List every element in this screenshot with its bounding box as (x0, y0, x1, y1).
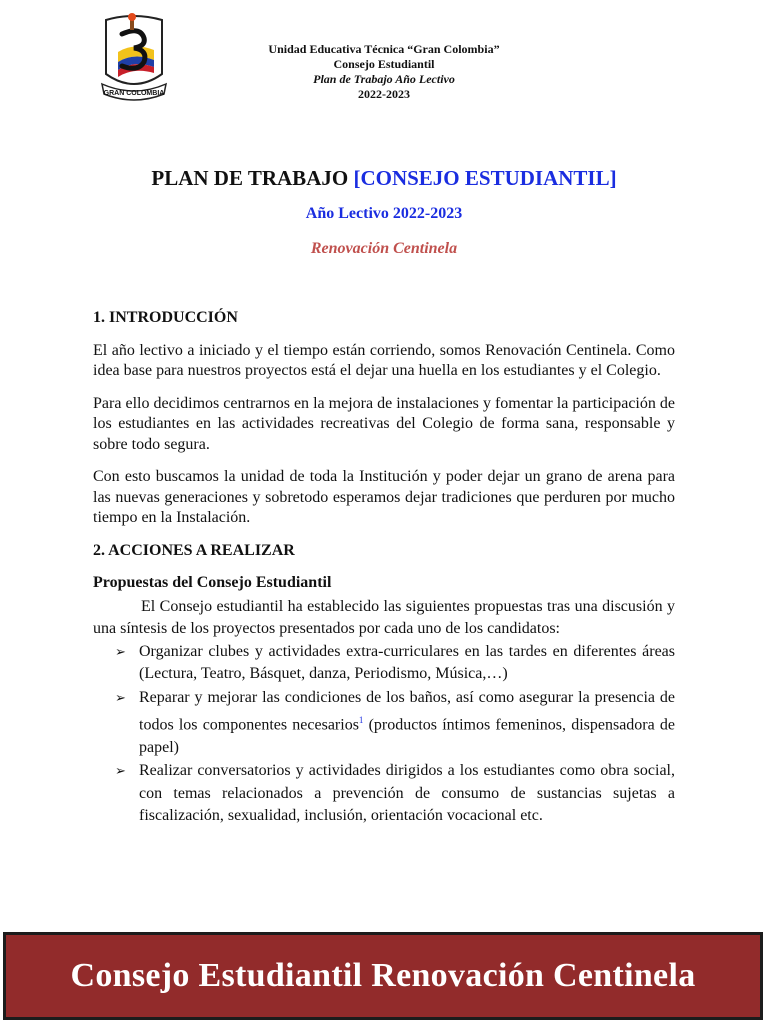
list-item-text: Organizar clubes y actividades extra-curriculares en las tardes en diferentes áreas (Lectura, Teatro, Básquet, danza, Periodismo, Música,…) (139, 642, 675, 682)
proposals-intro: El Consejo estudiantil ha establecido las siguientes propuestas tras una discusión y una síntesis de los proyectos presentados por cada uno de los candidatos: (93, 597, 675, 637)
page-title (0, 166, 768, 191)
intro-paragraph-1: El año lectivo a iniciado y el tiempo están corriendo, somos Renovación Centinela. Como idea base para nuestros proyectos está el dejar una huella en los estudiantes y el Colegio. (93, 341, 675, 379)
list-item-text-tail: (productos íntimos femeninos, dispensadora de papel) (139, 716, 675, 756)
title-main: PLAN DE TRABAJO (151, 166, 354, 190)
intro-paragraph-2: Para ello decidimos centrarnos en la mejora de instalaciones y fomentar la participación de los estudiantes en las actividades recreativas del Colegio de forma sana, responsable y sobre todo segura. (93, 394, 675, 453)
arrow-bullet-icon: ➢ (115, 643, 126, 659)
title-highlight: [CONSEJO ESTUDIANTIL] (353, 166, 617, 190)
footnote-reference-link[interactable]: 1 (358, 715, 364, 725)
intro-paragraph-3: Con esto buscamos la unidad de toda la Institución y poder dejar un grano de arena para las nuevas generaciones y sobretodo esperamos dejar tradiciones que perduren por mucho tiempo en la Instalación. (93, 468, 675, 526)
footer-banner-text: Consejo Estudiantil Renovación Centinela (70, 957, 696, 994)
list-item-text: Realizar conversatorios y actividades dirigidos a los estudiantes como obra social, con temas relacionados a prevención de consumo de sustancias sujetas a fiscalización, sexualidad, inclusión, orientación vocacional etc. (139, 762, 675, 825)
actions-heading: 2. ACCIONES A REALIZAR (93, 541, 295, 559)
header-years: 2022-2023 (358, 87, 410, 101)
intro-heading: 1. INTRODUCCIÓN (93, 309, 238, 326)
list-item-text: Reparar y mejorar las condiciones de los baños, así como asegurar la presencia de todos los componentes necesarios (139, 688, 675, 734)
plan-name: Plan de Trabajo Año Lectivo (313, 72, 455, 86)
page-subtitle: Año Lectivo 2022-2023 (305, 205, 463, 222)
footer-banner (3, 932, 763, 1020)
list-item (93, 641, 675, 686)
arrow-bullet-icon: ➢ (115, 763, 126, 779)
list-item (93, 760, 675, 828)
council-name: Consejo Estudiantil (333, 57, 435, 71)
document-header (0, 0, 768, 110)
school-crest-logo (100, 12, 168, 104)
svg-text:GRAN COLOMBIA: GRAN COLOMBIA (103, 90, 165, 97)
school-name: Unidad Educativa Técnica “Gran Colombia” (268, 42, 500, 56)
arrow-bullet-icon: ➢ (115, 689, 126, 705)
header-text-block (200, 42, 568, 102)
proposals-list (93, 641, 675, 828)
document-body (93, 308, 675, 829)
page-tagline: Renovación Centinela (310, 240, 458, 257)
list-item (93, 687, 675, 760)
proposals-heading: Propuestas del Consejo Estudiantil (93, 574, 332, 591)
